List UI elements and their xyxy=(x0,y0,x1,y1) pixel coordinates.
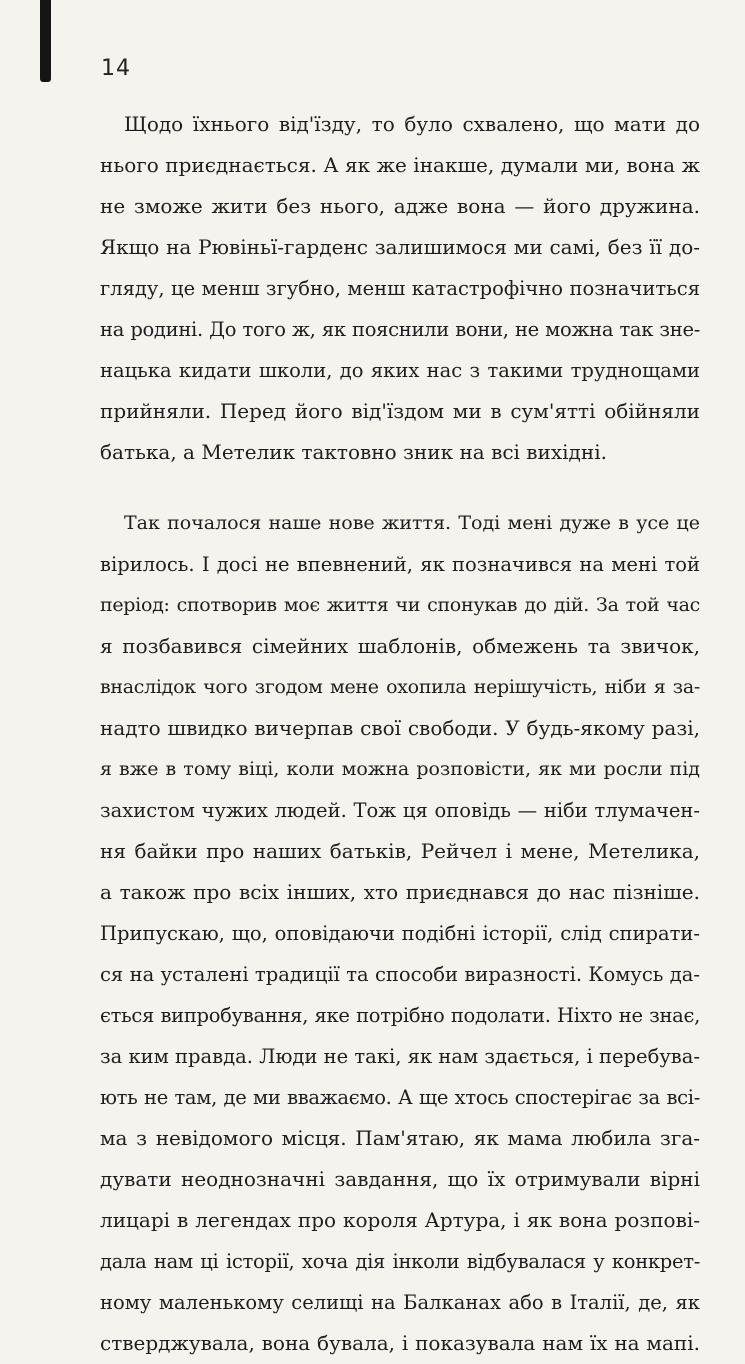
text-line: внаслідок чого згодом мене охопила нерішучість, ніби я за- xyxy=(100,676,700,698)
text-line: Щодо їхнього від'їзду, то було схвалено, що мати до xyxy=(124,112,700,136)
text-line: ня байки про наших батьків, Рейчел і мене, Метелика, xyxy=(100,839,700,863)
text-line: лицарі в легендах про короля Артура, і як вона розпові- xyxy=(100,1208,700,1232)
text-line: стверджувала, вона бувала, і показувала нам їх на мапі. xyxy=(100,1331,700,1355)
text-line: ють не там, де ми вважаємо. А ще хтось спостерігає за всі- xyxy=(100,1086,700,1109)
text-line: нього приєднається. А як же інакше, думали ми, вона ж xyxy=(100,153,700,177)
page-number: 14 xyxy=(101,56,131,81)
text-line: захистом чужих людей. Тож ця оповідь — ніби тлумачен- xyxy=(100,799,700,822)
text-line: вірилось. І досі не впевнений, як позначився на мені той xyxy=(100,553,700,576)
page-binding-edge xyxy=(40,0,51,82)
text-line: період: спотворив моє життя чи спонукав до дій. За той час xyxy=(100,594,700,616)
text-line: ся на усталені традиції та способи виразності. Комусь да- xyxy=(100,963,700,986)
text-line: ма з невідомого місця. Пам'ятаю, як мама любила зга- xyxy=(100,1126,700,1150)
text-line: гляду, це менш згубно, менш катастрофічно позначиться xyxy=(100,277,700,300)
text-line: ному маленькому селищі на Балканах або в Італії, де, як xyxy=(100,1291,700,1314)
text-line: дувати неоднозначні завдання, що їх отримували вірні xyxy=(100,1167,700,1191)
text-line: дала нам ці історії, хоча дія інколи відбувалася у конкрет- xyxy=(100,1250,700,1273)
text-block xyxy=(100,104,700,1364)
text-line: не зможе жити без нього, адже вона — його дружина. xyxy=(100,194,700,218)
text-line: прийняли. Перед його від'їздом ми в сум'ятті обійняли xyxy=(100,399,700,423)
text-line: батька, а Метелик тактовно зник на всі вихідні. xyxy=(100,440,607,464)
text-line: Припускаю, що, оповідаючи подібні історії, слід спирати- xyxy=(100,922,700,945)
text-line: Якщо на Рювіньї-гарденс залишимося ми самі, без її до- xyxy=(100,235,700,259)
paragraph-1 xyxy=(100,104,700,473)
text-line: на родині. До того ж, як пояснили вони, не можна так зне- xyxy=(100,318,700,341)
text-line: за ким правда. Люди не такі, як нам здається, і перебува- xyxy=(100,1045,700,1068)
text-line: нацька кидати школи, до яких нас з такими труднощами xyxy=(100,359,700,382)
text-line: надто швидко вичерпав свої свободи. У будь-якому разі, xyxy=(100,716,700,740)
paragraph-2 xyxy=(100,503,700,1364)
text-line: я позбавився сімейних шаблонів, обмежень та звичок, xyxy=(100,634,700,658)
text-line: я вже в тому віці, коли можна розповісти, як ми росли під xyxy=(100,758,700,780)
text-line: Так почалося наше нове життя. Тоді мені дуже в усе це xyxy=(124,512,700,534)
text-line: а також про всіх інших, хто приєднався до нас пізніше. xyxy=(100,880,700,904)
text-line: ється випробування, яке потрібно подолати. Ніхто не знає, xyxy=(100,1004,700,1027)
